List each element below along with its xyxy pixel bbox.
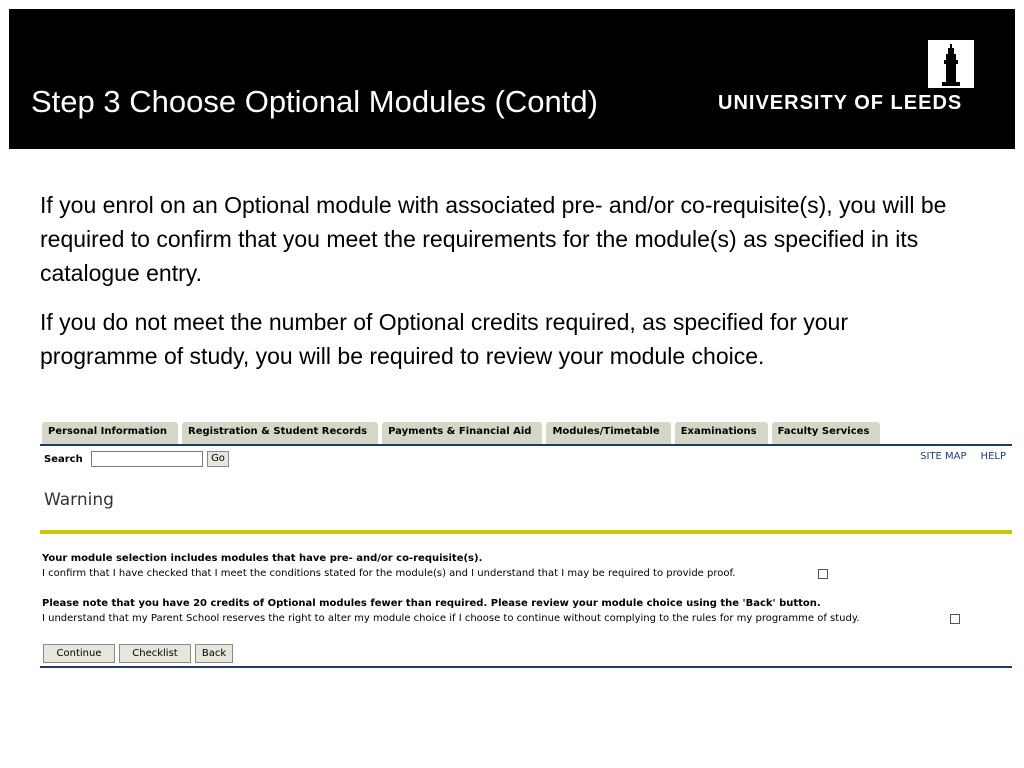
action-buttons [43,644,233,663]
page-title: Warning [44,490,114,510]
tab-personal-information[interactable]: Personal Information [42,422,178,444]
search-input[interactable] [91,451,203,467]
prerequisite-warning-title: Your module selection includes modules that have pre- and/or co-requisite(s). [42,553,483,564]
tab-payments-financial-aid[interactable]: Payments & Financial Aid [382,422,542,444]
slide-title: Step 3 Choose Optional Modules (Contd) [31,84,598,119]
credits-confirm-checkbox[interactable] [950,614,960,624]
site-map-link[interactable]: SITE MAP [920,451,967,462]
tab-faculty-services[interactable]: Faculty Services [772,422,881,444]
continue-button[interactable]: Continue [43,644,115,663]
warning-divider [40,530,1012,534]
intro-paragraph-prerequisites: If you enrol on an Optional module with associated pre- and/or co-requisite(s), you will be required to confirm that you meet the requirements for the module(s) as specified in its catalogue entry. [40,192,947,286]
main-tabs [42,422,880,444]
university-logo-text: UNIVERSITY OF LEEDS [718,92,963,114]
tab-divider [40,444,1012,446]
back-button[interactable]: Back [195,644,233,663]
search-go-button[interactable]: Go [207,451,229,467]
embedded-screenshot [40,418,1012,674]
top-links [920,451,1006,462]
search-label: Search [44,454,83,465]
tab-modules-timetable[interactable]: Modules/Timetable [546,422,670,444]
credits-warning-title: Please note that you have 20 credits of Optional modules fewer than required. Please review your module choice using the 'Back' button. [42,598,821,609]
checklist-button[interactable]: Checklist [119,644,191,663]
tab-examinations[interactable]: Examinations [675,422,768,444]
prerequisite-confirm-checkbox[interactable] [818,569,828,579]
prerequisite-confirm-text: I confirm that I have checked that I meet the conditions stated for the module(s) and I understand that I may be required to provide proof. [42,568,736,579]
intro-paragraph-credits: If you do not meet the number of Optional credits required, as specified for your programme of study, you will be required to review your module choice. [40,309,848,369]
tab-registration-student-records[interactable]: Registration & Student Records [182,422,378,444]
university-tower-logo-icon [928,40,974,88]
bottom-divider [40,666,1012,668]
credits-confirm-text: I understand that my Parent School reserves the right to alter my module choice if I choose to continue without complying to the rules for my programme of study. [42,613,860,624]
slide-header [9,9,1015,149]
help-link[interactable]: HELP [980,451,1006,462]
